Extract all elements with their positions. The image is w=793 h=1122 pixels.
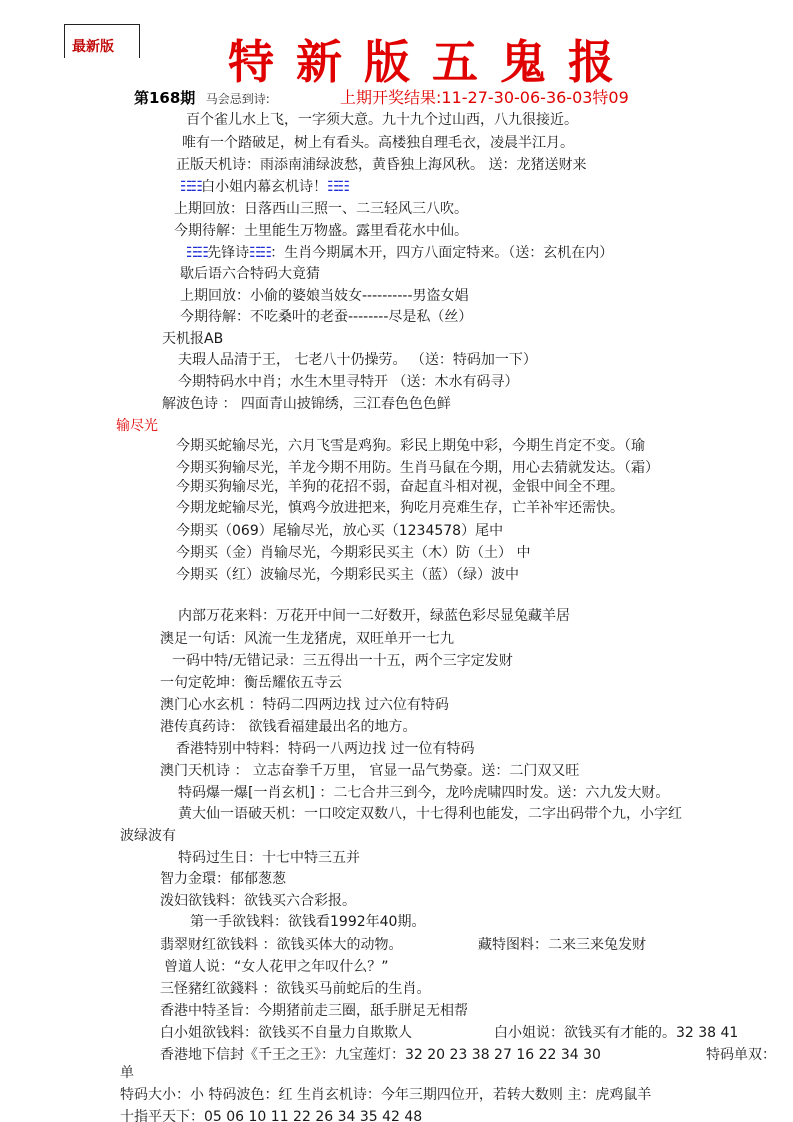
bai-xiaojie-heading (180, 177, 348, 197)
tianji-ab-heading: 天机报AB (162, 331, 224, 347)
code-burst-clip (178, 783, 793, 803)
bars-icon: ☷☷ (180, 179, 202, 195)
verse-line-1: 百个雀儿水上飞，一字须大意。九十九个过山西，八九很接近。 (186, 112, 578, 128)
macau-tianji-verse: 澳门天机诗 ： 立志奋拳千万里， 官显一品气势豪。送：二门双又旺 (160, 763, 580, 779)
code-size-clip (120, 1085, 793, 1105)
current-solve: 今期待解：土里能生万物盛。露里看花水中仙。 (174, 223, 468, 239)
lose-all-tail: 今期买（069）尾输尽光，放心买（1234578）尾中 (176, 523, 504, 539)
last-replay: 上期回放：日落西山三照一、二三轻风三八吹。 (174, 201, 468, 217)
bai-xiaojie-title: 白小姐内幕玄机诗！ (201, 179, 328, 195)
wanhua-inside: 内部万花来料：万花开中间一二好数开，绿蓝色彩尽显兔藏羊居 (178, 608, 570, 624)
one-line-qiankun: 一句定乾坤：衡岳耀依五寺云 (160, 675, 342, 691)
wong-tai-sin-cont: 波绿波有 (120, 828, 176, 844)
result-label: 上期开奖结果: (340, 88, 442, 107)
result-row (340, 88, 629, 109)
edition-badge-label: 最新版 (72, 39, 114, 55)
lose-all-line-2-clip (176, 458, 793, 478)
verse-line-2: 唯有一个踏破足，树上有看头。高楼独自理毛衣，凌晨半江月。 (182, 135, 574, 151)
hk-special: 香港特别中特料：特码一八两边找 过一位有特码 (176, 741, 475, 757)
odd-even-label: 特码单双： (706, 1047, 776, 1063)
shrew-money: 泼妇欲钱料：欲钱买六合彩报。 (160, 893, 356, 909)
tianji-ab-line-1: 夫瑕人品清于王， 七老八十仍操劳。 （送：特码加一下） (178, 352, 537, 368)
bars-icon: ☷☷ (249, 245, 271, 261)
edition-badge (64, 24, 140, 58)
lose-all-line-2: 今期买狗输尽光，羊龙今期不用防。生肖马鼠在今期，用心去猜就发达。（霜） (176, 460, 659, 476)
hidden-code-chart: 藏特图料：二来三来兔发财 (478, 937, 646, 953)
result-numbers: 11-27-30-06-36-03特09 (441, 88, 629, 107)
hk-envelope: 香港地下信封《千王之王》：九宝莲灯：32 20 23 38 27 16 22 34 30 (160, 1047, 601, 1063)
three-monsters: 三怪豬红欲錢料 ：欲钱买马前蛇后的生肖。 (160, 981, 431, 997)
pioneer-verse (186, 243, 613, 263)
ten-fingers: 十指平天下：05 06 10 11 22 26 34 35 42 48 (120, 1109, 423, 1122)
code-size-row: 特码大小：小 特码波色：红 生肖玄机诗：今年三期四位开，若转大数则 主：虎鸡鼠羊 (120, 1087, 652, 1103)
wong-tai-sin: 黄大仙一语破天机：一口咬定双数八，十七得利也能发，二字出码带个九，小字红 (178, 806, 682, 822)
riddle-heading: 歇后语六合特码大竟猜 (180, 266, 320, 282)
macau-heart-water: 澳门心水玄机 ：特码二四两边找 过六位有特码 (160, 697, 449, 713)
page-title: 特新版五鬼报 (228, 35, 636, 89)
bars-icon: ☷☷ (186, 245, 208, 261)
iq-ring: 智力金環：郁郁葱葱 (160, 871, 286, 887)
first-hand-money: 第一手欲钱料：欲钱看1992年40期。 (190, 914, 426, 930)
pioneer-text: ：生肖今期属木开，四方八面定特来。（送：玄机在内） (270, 245, 614, 261)
bai-says: 白小姐说：欲钱买有才能的。32 38 41 (494, 1025, 739, 1041)
lose-all-line-3-clip (176, 479, 776, 495)
tianji-verse: 正版天机诗：雨添南浦绿波愁，黄昏独上海风秋。 送：龙猪送财来 (176, 157, 587, 173)
riddle-replay: 上期回放：小偷的婆娘当妓女----------男盗女娼 (180, 288, 469, 304)
verse-label: 马会忌到诗: (205, 92, 270, 106)
lose-all-line-1-clip (176, 436, 793, 456)
zeng-daoren: 曾道人说：“女人花甲之年叹什么？” (164, 959, 389, 975)
issue-number: 第168期 (134, 89, 196, 107)
lose-all-line-4-clip (176, 496, 776, 518)
bai-money: 白小姐欲钱料：欲钱买不自量力自欺欺人 (160, 1025, 412, 1041)
hk-edict: 香港中特圣旨：今期猪前走三圈，舐手胼足无相帮 (160, 1003, 468, 1019)
pioneer-label: 先锋诗 (207, 245, 250, 261)
wave-color-verse: 解波色诗 ： 四面青山披锦绣，三江春色色色鲜 (162, 396, 451, 412)
lose-all-line-4: 今期龙蛇输尽光，慎鸡今放进把来，狗吃月亮难生存，亡羊补牢还需快。 (176, 500, 624, 516)
lose-all-line-1: 今期买蛇输尽光，六月飞雪是鸡狗。彩民上期兔中彩，今期生肖定不变。（瑜 (176, 438, 645, 454)
issue-row (134, 88, 270, 109)
lose-all-heading: 输尽光 (116, 418, 158, 434)
lose-all-line-3: 今期买狗输尽光，羊狗的花招不弱，奋起直斗相对视，金银中间全不理。 (176, 479, 624, 495)
lose-all-element: 今期买（金）肖输尽光，今期彩民买主（木）防（土） 中 (176, 545, 531, 561)
code-birthday: 特码过生日：十七中特三五并 (178, 850, 360, 866)
emerald-money: 翡翠财红欲钱料 ：欲钱买体大的动物。 (160, 937, 403, 953)
code-burst: 特码爆一爆[一肖玄机] ：二七合井三到今，龙吟虎啸四时发。送：六九发大财。 (178, 785, 670, 801)
odd-even-value: 单 (120, 1065, 134, 1081)
ten-fingers-clip (120, 1107, 793, 1122)
tianji-ab-line-2: 今期特码水中肖；水生木里寻特开 （送：木水有码寻） (178, 374, 519, 390)
hk-fax-verse: 港传真药诗： 欲钱看福建最出名的地方。 (160, 719, 417, 735)
one-code-record: 一码中特/无错记录：三五得出一十五，两个三字定发财 (172, 653, 513, 669)
riddle-solve: 今期待解：不吃桑叶的老蚕--------尽是私（丝） (180, 309, 473, 325)
macau-one-line: 澳足一句话：风流一生龙猪虎，双旺单开一七九 (160, 631, 454, 647)
lose-all-wave: 今期买（红）波输尽光，今期彩民买主（蓝）（绿）波中 (176, 567, 519, 583)
bars-icon: ☷☷ (327, 179, 349, 195)
wong-tai-sin-clip (178, 804, 793, 824)
